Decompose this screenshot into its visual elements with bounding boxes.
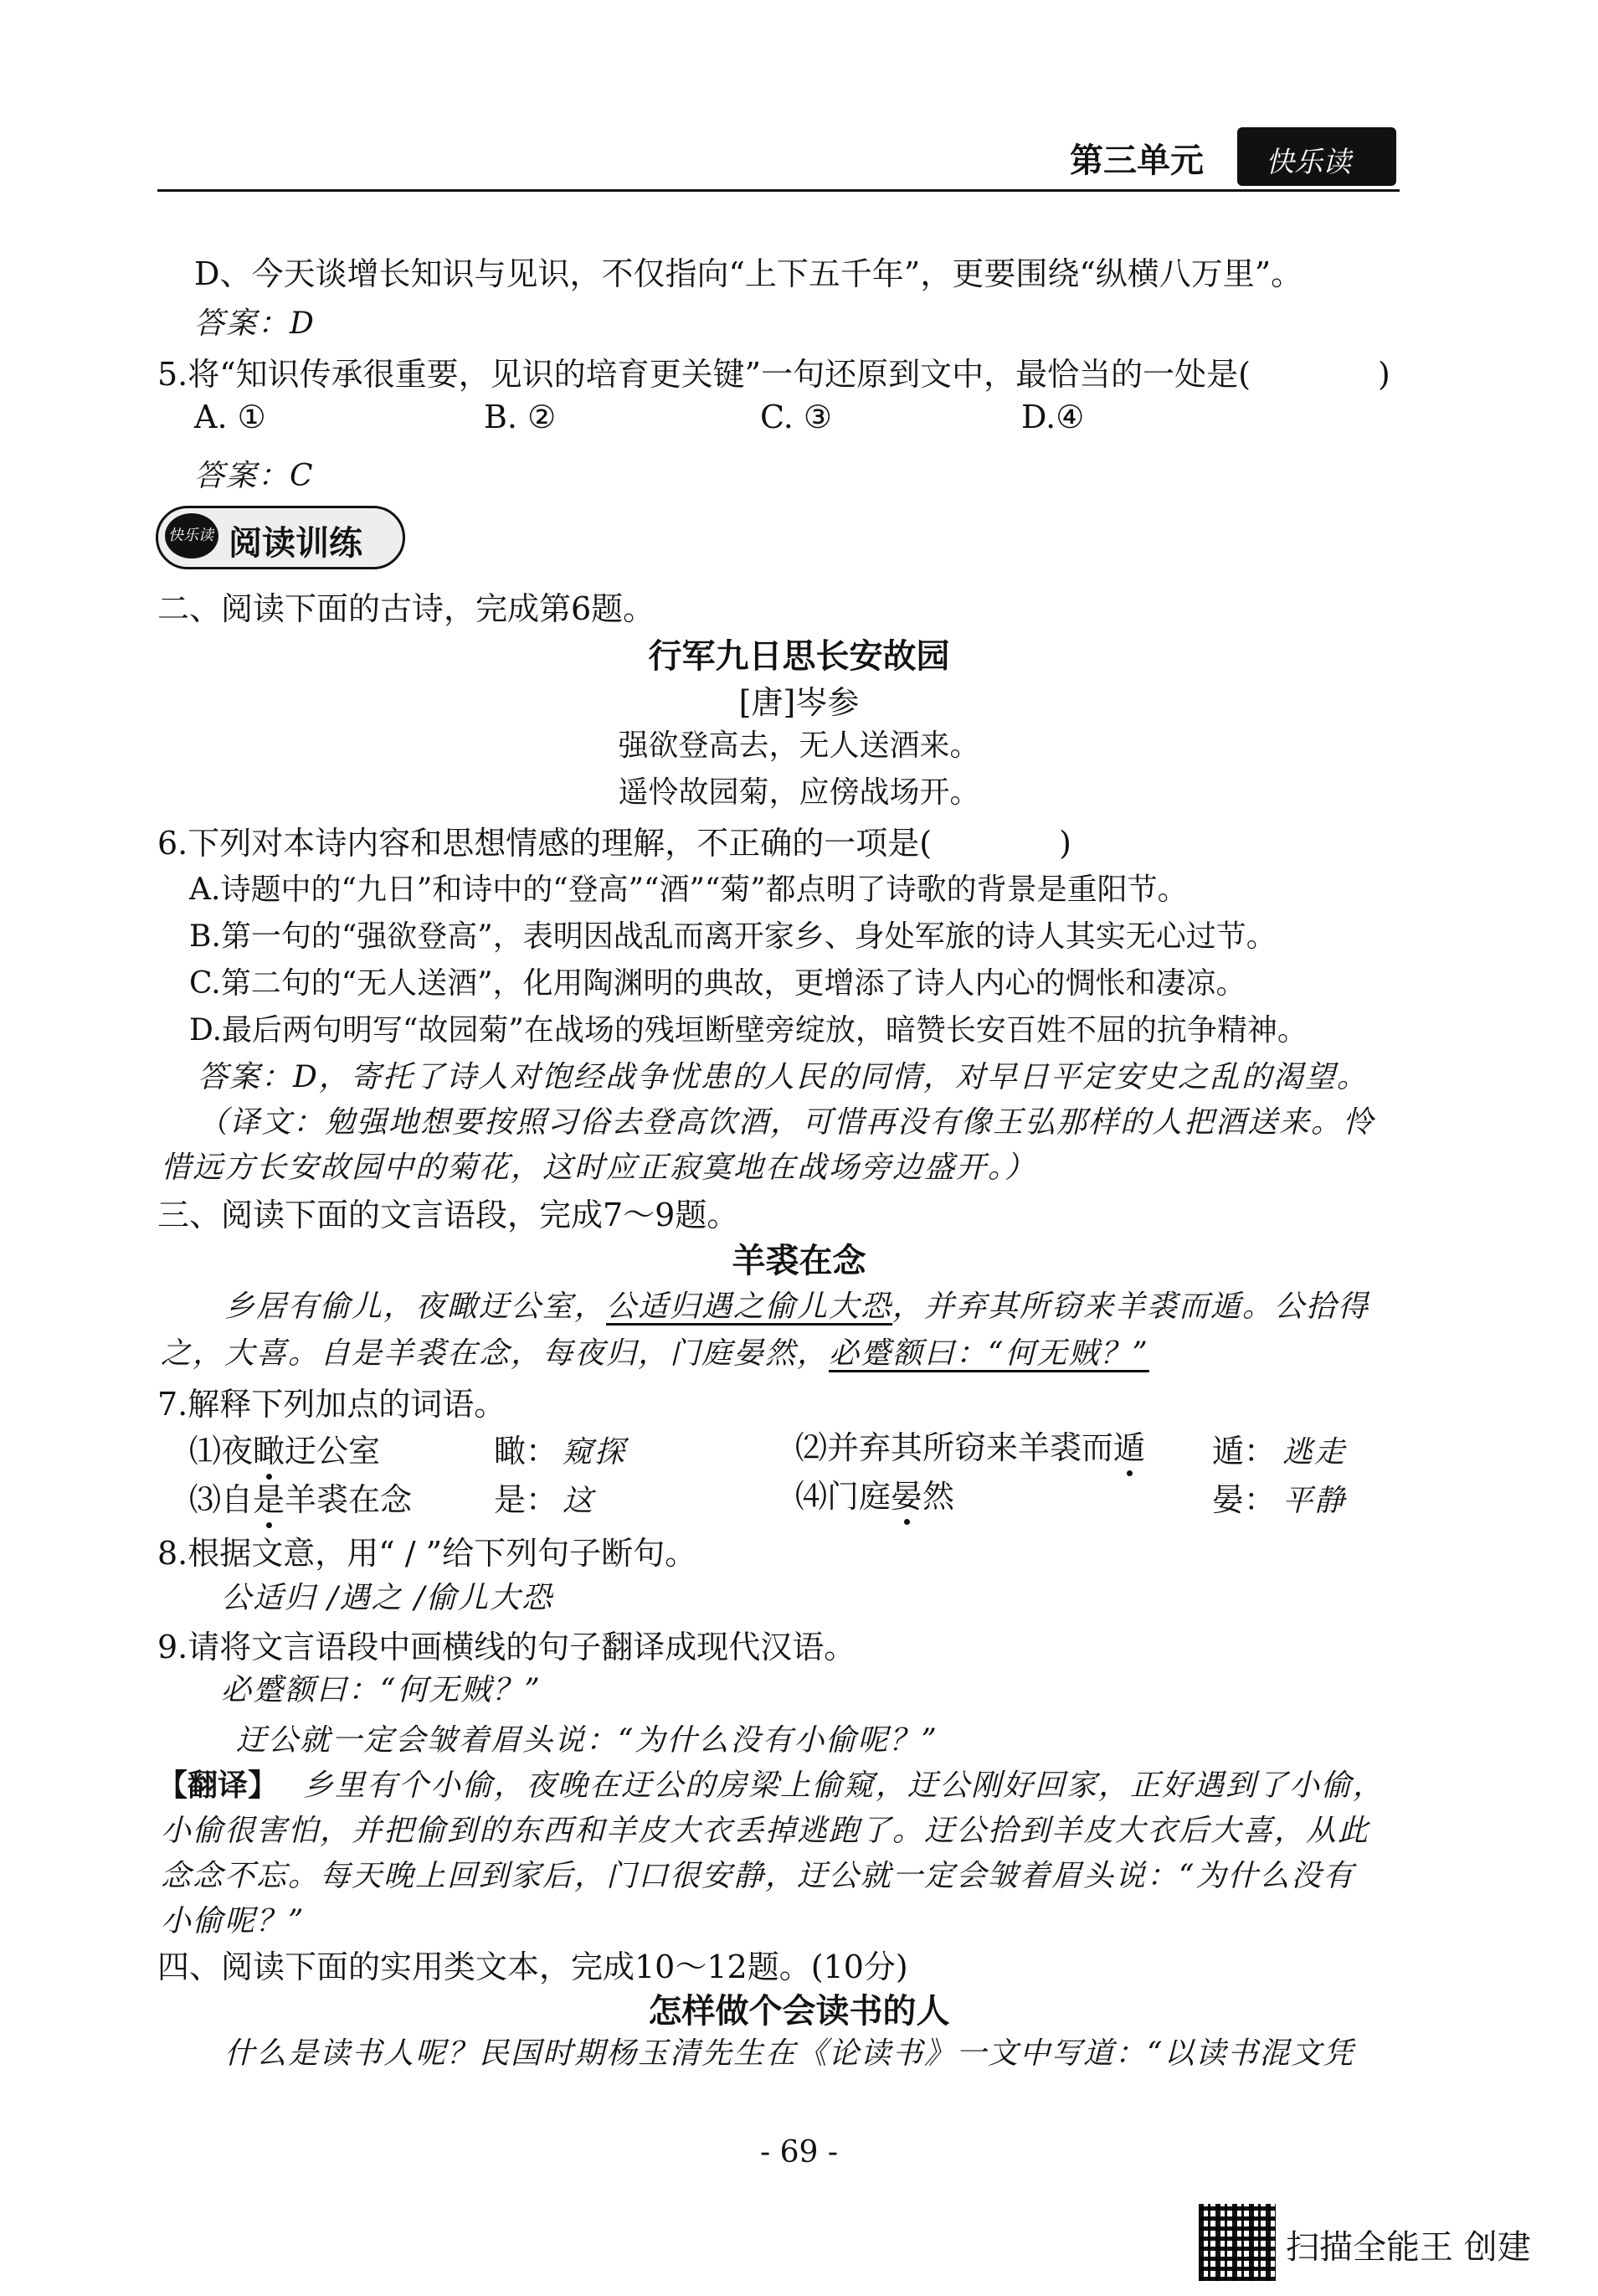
q4-answer: 答案：D	[194, 306, 316, 341]
poem-line-1: 强欲登高去，无人送酒来。	[618, 728, 980, 763]
dotted-word: 瞰	[253, 1433, 285, 1470]
q5-option-a: A. ①	[194, 399, 266, 435]
q9-sentence: 必蹙额曰：“何无贼？”	[221, 1673, 542, 1707]
dotted-word: 遁	[1113, 1429, 1146, 1466]
q6-option-d: D.最后两句明写“故园菊”在战场的残垣断壁旁绽放，暗赞长安百姓不屈的抗争精神。	[189, 1013, 1308, 1048]
q5-option-b: B. ②	[484, 399, 557, 435]
q6-stem: 6.下列对本诗内容和思想情感的理解，不正确的一项是( )	[157, 825, 1071, 862]
q7-item-text: 迂公室	[285, 1433, 381, 1470]
poem-line-2: 遥怜故园菊，应傍战场开。	[618, 775, 980, 810]
underlined-sentence-1: 公适归遇之偷儿大恐	[606, 1290, 893, 1324]
q7-word-3: 是：	[494, 1481, 558, 1518]
q6-option-a: A.诗题中的“九日”和诗中的“登高”“酒”“菊”都点明了诗歌的背景是重阳节。	[189, 873, 1188, 907]
scanner-watermark: 扫描全能王 创建	[1286, 2228, 1531, 2267]
q7-item-text: ⑵并弃其所窃来羊裘而	[795, 1429, 1114, 1466]
badge-title: 阅读训练	[229, 523, 362, 563]
q7-item-1	[189, 1425, 380, 1471]
page-number: - 69 -	[759, 2135, 839, 2170]
q9-answer: 迂公就一定会皱着眉头说：“为什么没有小偷呢？”	[236, 1723, 938, 1758]
q5-option-c: C. ③	[760, 399, 832, 435]
article-paragraph-1: 什么是读书人呢？民国时期杨玉清先生在《论读书》一文中写道：“以读书混文凭	[224, 2036, 1355, 2071]
passage-title: 羊裘在念	[732, 1241, 866, 1280]
passage-text: ，并弃其所窃来羊裘而遁。公拾得	[892, 1290, 1370, 1324]
q5-answer: 答案：C	[194, 459, 315, 493]
q6-option-c: C.第二句的“无人送酒”，化用陶渊明的典故，更增添了诗人内心的惆怅和凄凉。	[189, 966, 1246, 1001]
series-logo-text: 快乐读	[1266, 146, 1351, 179]
unit-title: 第三单元	[1070, 141, 1204, 180]
q5-option-d: D.④	[1021, 399, 1085, 435]
q7-item-text: ⑴夜	[189, 1433, 254, 1470]
q7-word-4: 晏：	[1212, 1481, 1277, 1518]
part2-heading: 二、阅读下面的古诗，完成第6题。	[157, 590, 655, 627]
article-title: 怎样做个会读书的人	[648, 1991, 950, 2031]
q7-answer-1: 窥探	[563, 1435, 627, 1470]
passage-line-2	[161, 1330, 1149, 1372]
poem-title: 行军九日思长安故园	[648, 636, 950, 676]
q7-item-4	[795, 1470, 954, 1516]
passage-text: 乡居有偷儿，夜瞰迂公室，	[224, 1290, 607, 1324]
q6-option-b: B.第一句的“强欲登高”，表明因战乱而离开家乡、身处军旅的诗人其实无心过节。	[189, 919, 1277, 954]
part4-heading: 四、阅读下面的实用类文本，完成10～12题。(10分)	[157, 1949, 908, 1985]
series-logo	[1237, 127, 1396, 186]
q6-translation-line-2: 惜远方长安故园中的菊花，这时应正寂寞地在战场旁边盛开。）	[161, 1151, 1037, 1185]
translation-line-1: 乡里有个小偷，夜晚在迂公的房梁上偷窥，迂公刚好回家，正好遇到了小偷，	[303, 1768, 1385, 1803]
q7-answer-4: 平静	[1282, 1484, 1347, 1518]
q7-item-text: 羊裘在念	[285, 1481, 413, 1518]
q7-stem: 7.解释下列加点的词语。	[157, 1386, 506, 1423]
q7-word-2: 遁：	[1212, 1433, 1277, 1470]
q7-item-text: ⑶自	[189, 1481, 254, 1518]
passage-text: 之，大喜。自是羊裘在念，每夜归，门庭晏然，	[161, 1336, 830, 1371]
q8-answer: 公适归 /遇之 /偷儿大恐	[221, 1581, 554, 1615]
q7-answer-2: 逃走	[1282, 1435, 1347, 1470]
poem-author: [唐]岑参	[738, 684, 860, 721]
q7-item-text: ⑷门庭	[795, 1478, 891, 1515]
qr-code	[1199, 2204, 1276, 2281]
q8-stem: 8.根据文意，用“ / ”给下列句子断句。	[157, 1535, 697, 1572]
header-rule	[157, 189, 1400, 192]
q6-translation-line-1: （译文：勉强地想要按照习俗去登高饮酒，可惜再没有像王弘那样的人把酒送来。怜	[198, 1105, 1375, 1140]
passage-line-1	[224, 1283, 1369, 1326]
q7-item-2	[795, 1422, 1145, 1468]
underlined-sentence-2: 必蹙额曰：“何无贼？”	[829, 1336, 1149, 1371]
translation-line-3: 念念不忘。每天晚上回到家后，门口很安静，迂公就一定会皱着眉头说：“为什么没有	[161, 1859, 1355, 1893]
q5-stem: 5.将“知识传承很重要，见识的培育更关键”一句还原到文中，最恰当的一处是( )	[157, 356, 1390, 393]
part3-heading: 三、阅读下面的文言语段，完成7～9题。	[157, 1197, 739, 1233]
q7-item-text: 然	[922, 1478, 955, 1515]
q9-stem: 9.请将文言语段中画横线的句子翻译成现代汉语。	[157, 1629, 856, 1665]
q7-item-3	[189, 1474, 412, 1520]
reading-training-badge	[156, 506, 405, 569]
q6-answer: 答案：D，寄托了诗人对饱经战争忧患的人民的同情，对早日平定安史之乱的渴望。	[198, 1060, 1369, 1094]
dotted-word: 是	[253, 1481, 285, 1518]
q4-option-d: D、今天谈增长知识与见识，不仅指向“上下五千年”，更要围绕“纵横八万里”。	[194, 255, 1303, 292]
translation-line-2: 小偷很害怕，并把偷到的东西和羊皮大衣丢掉逃跑了。迂公拾到羊皮大衣后大喜，从此	[161, 1814, 1370, 1848]
dotted-word: 晏	[891, 1478, 923, 1515]
q7-answer-3: 这	[563, 1484, 595, 1518]
badge-icon-text: 快乐读	[168, 527, 213, 544]
q7-word-1: 瞰：	[494, 1433, 558, 1470]
translation-label: 【翻译】	[157, 1768, 279, 1803]
translation-line-4: 小偷呢？”	[161, 1904, 306, 1938]
